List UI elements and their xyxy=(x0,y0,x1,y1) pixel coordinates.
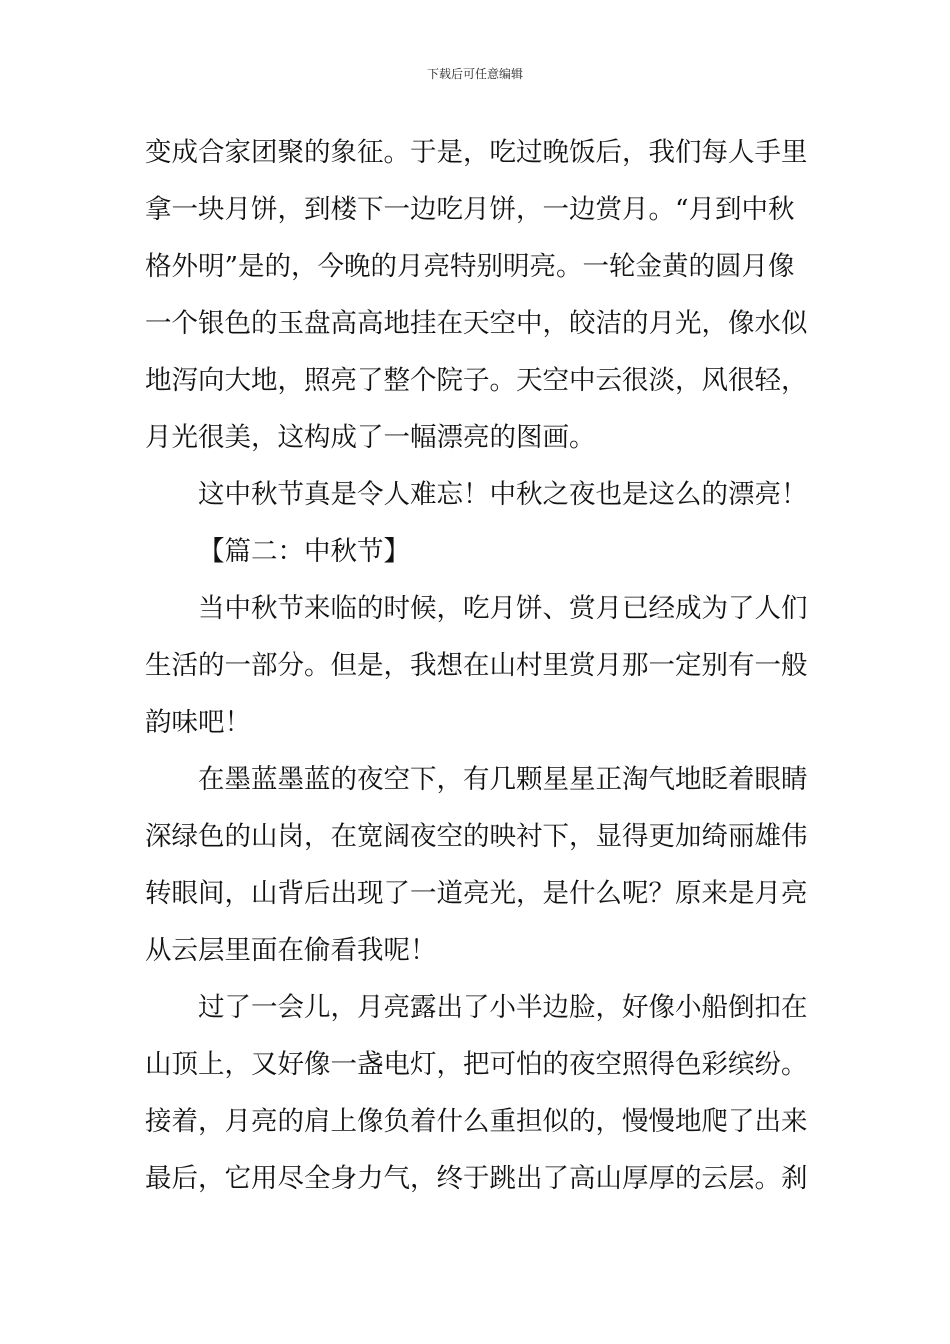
text-line: 最后，它用尽全身力气，终于跳出了高山厚厚的云层。刹 xyxy=(145,1163,808,1194)
text-line: 变成合家团聚的象征。于是，吃过晚饭后，我们每人手里 xyxy=(145,137,808,168)
document-body xyxy=(145,128,815,1211)
text-line: 生活的一部分。但是，我想在山村里赏月那一定别有一般 xyxy=(145,650,808,681)
text-line: 韵味吧！ xyxy=(145,707,251,738)
text-line: 转眼间，山背后出现了一道亮光，是什么呢？原来是月亮 xyxy=(145,878,808,909)
page-header: 下载后可任意编辑 xyxy=(426,67,523,81)
text-line: 当中秋节来临的时候，吃月饼、赏月已经成为了人们 xyxy=(198,593,808,624)
text-line: 在墨蓝墨蓝的夜空下，有几颗星星正淘气地眨着眼睛 xyxy=(198,764,808,795)
text-line: 这中秋节真是令人难忘！中秋之夜也是这么的漂亮！ xyxy=(198,479,808,510)
section-heading: 【篇二：中秋节】 xyxy=(198,536,410,567)
text-line: 从云层里面在偷看我呢！ xyxy=(145,935,437,966)
text-line: 过了一会儿，月亮露出了小半边脸，好像小船倒扣在 xyxy=(198,992,808,1023)
text-line: 拿一块月饼，到楼下一边吃月饼，一边赏月。“月到中秋 xyxy=(145,194,795,225)
text-line: 山顶上，又好像一盏电灯，把可怕的夜空照得色彩缤纷。 xyxy=(145,1049,808,1080)
text-line: 接着，月亮的肩上像负着什么重担似的，慢慢地爬了出来 xyxy=(145,1106,808,1137)
text-line: 一个银色的玉盘高高地挂在天空中，皎洁的月光，像水似 xyxy=(145,308,808,339)
text-line: 深绿色的山岗，在宽阔夜空的映衬下，显得更加绮丽雄伟 xyxy=(145,821,808,852)
text-line: 地泻向大地，照亮了整个院子。天空中云很淡，风很轻， xyxy=(145,365,808,396)
text-line: 格外明”是的，今晚的月亮特别明亮。一轮金黄的圆月像 xyxy=(145,251,795,282)
text-line: 月光很美，这构成了一幅漂亮的图画。 xyxy=(145,422,596,453)
